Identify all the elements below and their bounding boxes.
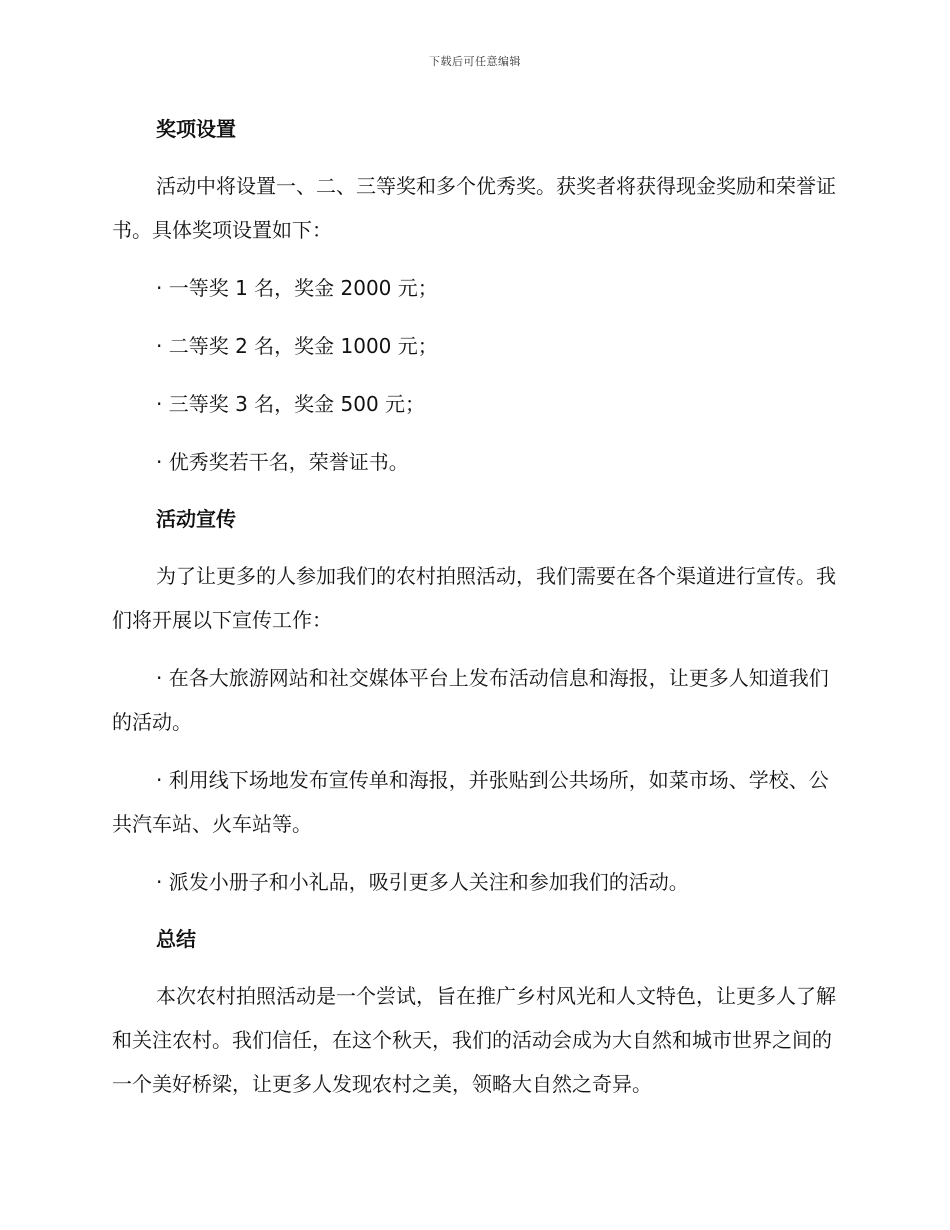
promotion-item-gifts: · 派发小册子和小礼品，吸引更多人关注和参加我们的活动。 bbox=[156, 870, 689, 894]
awards-item-excellence: · 优秀奖若干名，荣誉证书。 bbox=[156, 450, 409, 474]
promotion-intro: 为了让更多的人参加我们的农村拍照活动，我们需要在各个渠道进行宣传。我们将开展以下宣传工作： bbox=[112, 564, 836, 632]
promotion-item-offline: · 利用线下场地发布宣传单和海报，并张贴到公共场所，如菜市场、学校、公共汽车站、火车站等。 bbox=[112, 768, 829, 836]
section-title-awards: 奖项设置 bbox=[156, 117, 236, 141]
promotion-item-online: · 在各大旅游网站和社交媒体平台上发布活动信息和海报，让更多人知道我们的活动。 bbox=[112, 666, 829, 734]
awards-item-third: · 三等奖 3 名，奖金 500 元； bbox=[156, 392, 426, 416]
summary-body: 本次农村拍照活动是一个尝试，旨在推广乡村风光和人文特色，让更多人了解和关注农村。我们信任，在这个秋天，我们的活动会成为大自然和城市世界之间的一个美好桥梁，让更多人发现农村之美，领略大自然之奇异。 bbox=[112, 984, 836, 1096]
document-body bbox=[112, 108, 837, 1120]
section-title-promotion: 活动宣传 bbox=[156, 507, 236, 531]
page-header: 下载后可任意编辑 bbox=[429, 55, 521, 68]
awards-item-second: · 二等奖 2 名，奖金 1000 元； bbox=[156, 334, 438, 358]
awards-item-first: · 一等奖 1 名，奖金 2000 元； bbox=[156, 276, 438, 300]
awards-intro: 活动中将设置一、二、三等奖和多个优秀奖。获奖者将获得现金奖励和荣誉证书。具体奖项设置如下： bbox=[112, 174, 836, 242]
section-title-summary: 总结 bbox=[156, 927, 196, 951]
